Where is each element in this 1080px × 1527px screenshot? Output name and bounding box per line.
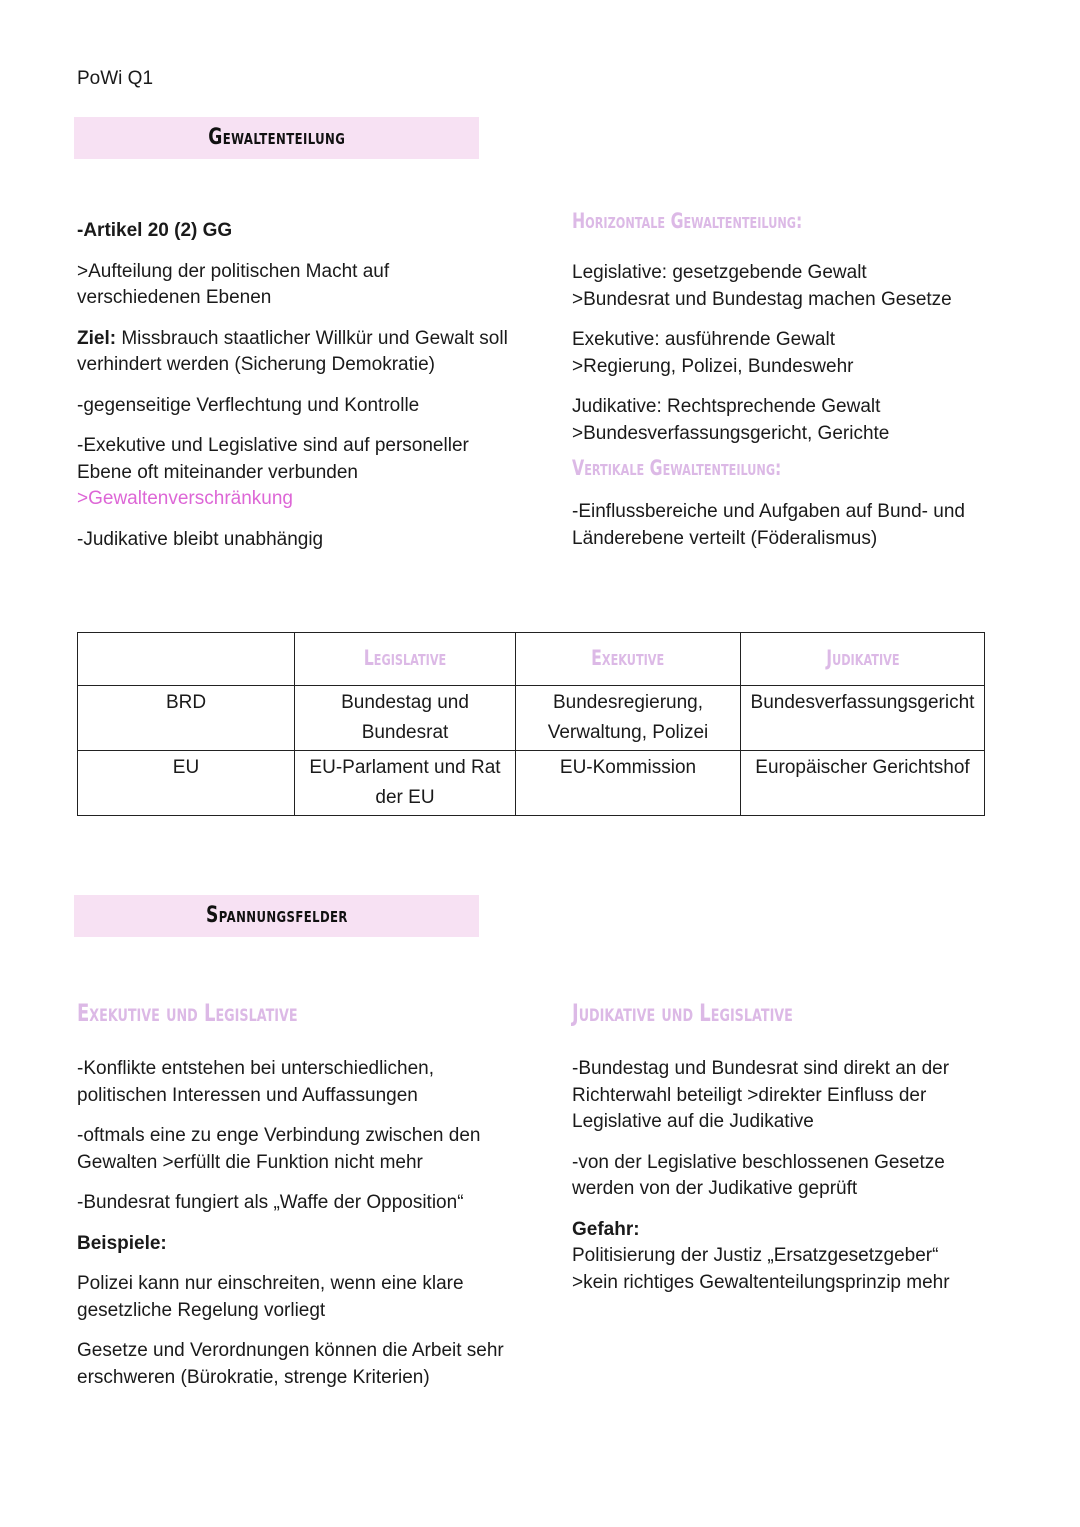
point: -von der Legislative beschlossenen Gesetze werden von der Judikative geprüft: [572, 1151, 945, 1199]
table-cell: Bundestag und Bundesrat: [295, 686, 516, 751]
table-header: Legislative: [295, 633, 516, 686]
table-header: Judikative: [741, 633, 985, 686]
vertical-text: -Einflussbereiche und Aufgaben auf Bund- und Länderebene verteilt (Föderalismus): [572, 501, 965, 549]
page-header: PoWi Q1: [77, 68, 154, 89]
section-title: Spannungsfelder: [205, 902, 348, 928]
table-cell: Bundesregierung, Verwaltung, Polizei: [516, 686, 741, 751]
table-cell: EU-Parlament und Rat der EU: [295, 751, 516, 816]
highlight-term: >Gewaltenverschränkung: [77, 488, 293, 509]
point: >Aufteilung der politischen Macht auf verschiedenen Ebenen: [77, 260, 390, 308]
section-title: Gewaltenteilung: [208, 124, 345, 150]
table-cell: Europäischer Gerichtshof: [741, 751, 985, 816]
subsection-title: Exekutive und Legislative: [77, 999, 298, 1027]
table-row: [78, 751, 985, 816]
article-ref: -Artikel 20 (2) GG: [77, 220, 233, 241]
table-header: Exekutive: [516, 633, 741, 686]
left-column: [77, 218, 517, 567]
examples-label: Beispiele:: [77, 1232, 167, 1254]
point: -oftmals eine zu enge Verbindung zwischen den Gewalten >erfüllt die Funktion nicht mehr: [77, 1125, 481, 1173]
example: Gesetze und Verordnungen können die Arbeit sehr erschweren (Bürokratie, strenge Kriterien): [77, 1340, 504, 1388]
table-cell: EU-Kommission: [516, 751, 741, 816]
horizontal-title: Horizontale Gewaltenteilung:: [572, 209, 803, 233]
table-cell: BRD: [78, 686, 295, 751]
branch-line: >Bundesrat und Bundestag machen Gesetze: [572, 288, 952, 310]
powers-table: [77, 632, 985, 816]
branch-line: Legislative: gesetzgebende Gewalt: [572, 262, 867, 283]
branch-line: >Regierung, Polizei, Bundeswehr: [572, 355, 854, 377]
branch-line: Exekutive: ausführende Gewalt: [572, 329, 835, 350]
point: -Exekutive und Legislative sind auf personeller Ebene oft miteinander verbunden: [77, 435, 469, 483]
branch-line: >Bundesverfassungsgericht, Gerichte: [572, 422, 890, 444]
point: -Bundestag und Bundesrat sind direkt an der Richterwahl beteiligt >direkter Einfluss der Legislative auf die Judikative: [572, 1058, 950, 1132]
section-title-box: [74, 895, 479, 937]
point: -Konflikte entstehen bei unterschiedlichen, politischen Interessen und Auffassungen: [77, 1058, 435, 1106]
danger-label: Gefahr:: [572, 1218, 640, 1240]
goal-text: Missbrauch staatlicher Willkür und Gewalt soll verhindert werden (Sicherung Demokratie): [77, 327, 508, 375]
table-header-empty: [78, 633, 295, 686]
left-column-2: [77, 1000, 517, 1405]
point: -gegenseitige Verflechtung und Kontrolle: [77, 394, 420, 416]
goal-label: Ziel:: [77, 327, 117, 349]
danger-line: >kein richtiges Gewaltenteilungsprinzip mehr: [572, 1271, 950, 1293]
table-row: [78, 686, 985, 751]
right-column: [572, 208, 992, 566]
danger-line: Politisierung der Justiz „Ersatzgesetzgeber“: [572, 1245, 939, 1266]
subsection-title: Judikative und Legislative: [572, 999, 793, 1027]
point: -Judikative bleibt unabhängig: [77, 528, 324, 550]
table-cell: Bundesverfassungsgericht: [741, 686, 985, 751]
example: Polizei kann nur einschreiten, wenn eine klare gesetzliche Regelung vorliegt: [77, 1273, 464, 1321]
section-title-box: [74, 117, 479, 159]
right-column-2: [572, 1000, 992, 1310]
vertical-title: Vertikale Gewaltenteilung:: [572, 456, 782, 480]
branch-line: Judikative: Rechtsprechende Gewalt: [572, 396, 881, 417]
point: -Bundesrat fungiert als „Waffe der Opposition“: [77, 1192, 464, 1213]
table-cell: EU: [78, 751, 295, 816]
